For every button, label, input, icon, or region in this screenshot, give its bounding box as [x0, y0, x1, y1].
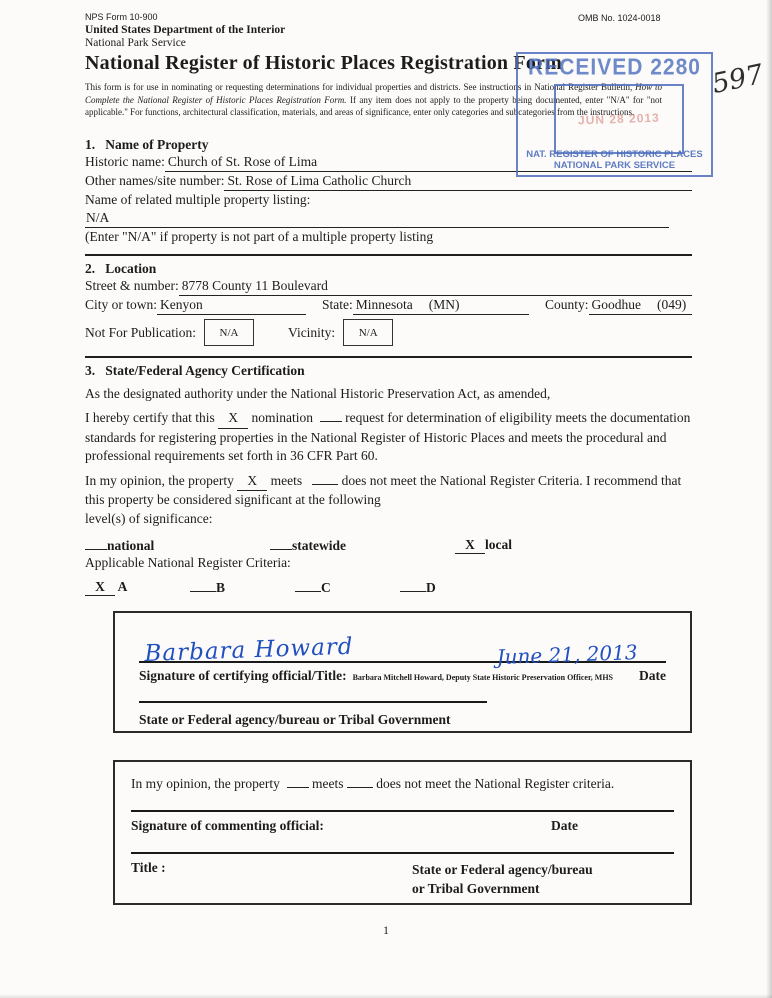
- significance-level-row: [85, 537, 692, 554]
- instructions-part1: This form is for use in nominating or requesting determinations for individual properties and districts. See instructions in National Register Bulletin,: [85, 82, 633, 92]
- county-code: (049): [657, 296, 687, 312]
- city-value: Kenyon: [157, 296, 306, 315]
- agency-bureau-two-line: State or Federal agency/bureau or Tribal Government: [412, 862, 593, 896]
- signature-line: [139, 621, 666, 669]
- multiple-listing-label: Name of related multiple property listing:: [85, 191, 311, 207]
- authority-paragraph: As the designated authority under the National Historic Preservation Act, as amended,: [85, 385, 551, 401]
- other-names-value: St. Rose of Lima Catholic Church: [224, 172, 692, 191]
- commenting-opinion: In my opinion, the property meets does not meet the National Register criteria.: [131, 776, 615, 791]
- certify-mark: X: [218, 409, 248, 429]
- state-group: [322, 296, 545, 315]
- street-value: 8778 County 11 Boulevard: [179, 277, 692, 296]
- certifying-official-name: Barbara Mitchell Howard, Deputy State Historic Preservation Officer, MHS: [352, 673, 613, 682]
- historic-name-value: Church of St. Rose of Lima: [165, 153, 692, 172]
- county-label: County:: [545, 296, 589, 312]
- commenting-official-label: Signature of commenting official:: [131, 818, 324, 833]
- criterion-d-blank: [400, 579, 426, 592]
- certifying-label-row: [139, 668, 666, 684]
- stamp-date: JUN 28 2013: [577, 110, 661, 128]
- county-name: Goodhue: [591, 296, 642, 312]
- multiple-listing-note: (Enter "N/A" if property is not part of a multiple property listing: [85, 228, 434, 244]
- opinion-blank: [312, 472, 338, 485]
- criterion-d: D: [400, 579, 505, 596]
- not-meet-blank: [347, 775, 373, 788]
- signature-script: Barbara Howard: [144, 633, 354, 667]
- opinion-part2: meets: [270, 472, 303, 488]
- county-value: [589, 296, 692, 315]
- form-number: NPS Form 10-900: [85, 12, 158, 22]
- criterion-a-mark: X: [85, 579, 115, 596]
- section-divider: [85, 356, 692, 358]
- certifying-official-label: Signature of certifying official/Title:: [139, 668, 347, 683]
- section-1-heading: 1. Name of Property: [85, 136, 209, 152]
- commenting-date-label: Date: [551, 818, 578, 833]
- instructions-part2: If any item does not apply to the property being documented, enter "N/A" for "not applicable." For functions, architectural classification, materials, and areas of significance, enter only categories and subcategories from the instructions.: [85, 94, 662, 117]
- certification-paragraph: [85, 409, 692, 466]
- vicinity-label: Vicinity:: [288, 324, 336, 340]
- national-blank: [85, 537, 107, 550]
- level-national: national: [85, 537, 270, 554]
- handwritten-number: 597: [709, 58, 767, 101]
- statewide-blank: [270, 537, 292, 550]
- state-code: (MN): [428, 296, 460, 312]
- stamp-received-text: RECEIVED 2280: [528, 55, 701, 80]
- state-value: [353, 296, 529, 315]
- criterion-b-blank: [190, 579, 216, 592]
- commenting-label-row: [131, 818, 674, 834]
- commenting-box: [113, 760, 692, 905]
- certify-blank: [320, 409, 342, 422]
- stamp-org-lines: [518, 149, 711, 171]
- criterion-c: C: [295, 579, 400, 596]
- form-title: National Register of Historic Places Registration Form: [85, 52, 562, 74]
- received-stamp: [516, 52, 713, 177]
- agency-name: National Park Service: [85, 37, 186, 49]
- omb-number: OMB No. 1024-0018: [578, 13, 661, 23]
- meets-blank: [287, 775, 309, 788]
- section-2-heading: 2. Location: [85, 260, 157, 276]
- date-script: June 21, 2013: [496, 640, 638, 669]
- opinion-part1: In my opinion, the property: [85, 472, 234, 488]
- criteria-row: [85, 579, 692, 596]
- state-name: Minnesota: [355, 296, 413, 312]
- criterion-a: X A: [85, 579, 190, 596]
- stamp-org-line2: NATIONAL PARK SERVICE: [553, 160, 676, 171]
- vicinity-box: N/A: [343, 319, 393, 346]
- city-state-county-row: [85, 296, 692, 315]
- criteria-label: Applicable National Register Criteria:: [85, 555, 291, 570]
- certify-part1: I hereby certify that this: [85, 410, 215, 425]
- commenting-title-line: [131, 852, 674, 854]
- multiple-listing-value: N/A: [85, 209, 669, 228]
- street-label: Street & number:: [85, 277, 179, 293]
- instructions-italic: How to Complete the National Register of Historic Places Registration Form.: [85, 82, 663, 105]
- certify-part3: request for determination of eligibility meets the documentation standards for registering properties in the National Register of Historic Places and meets the procedural and professional requirements set forth in 36 CFR Part 60.: [85, 410, 691, 463]
- section-divider: [85, 254, 692, 256]
- certifying-box: [113, 611, 692, 733]
- title-label: Title :: [131, 860, 166, 875]
- section-3-heading: 3. State/Federal Agency Certification: [85, 362, 305, 378]
- opinion-part3: does not meet the National Register Criteria. I recommend that this property be considered significant at the following: [85, 472, 682, 507]
- local-mark: X: [455, 537, 485, 554]
- state-label: State:: [322, 296, 353, 312]
- street-row: [85, 277, 692, 296]
- other-names-label: Other names/site number:: [85, 172, 225, 188]
- certify-part2: nomination: [251, 410, 313, 425]
- opinion-mark: X: [237, 472, 267, 492]
- county-group: [545, 296, 692, 315]
- not-for-publication-box: N/A: [204, 319, 254, 346]
- stamp-org-line1: NAT. REGISTER OF HISTORIC PLACES: [526, 149, 703, 160]
- city-group: [85, 296, 322, 315]
- historic-name-label: Historic name:: [85, 153, 165, 169]
- multiple-listing-row: [85, 191, 692, 209]
- not-for-publication-label: Not For Publication:: [85, 324, 196, 340]
- commenting-signature-line: [131, 810, 674, 812]
- agency-bureau-label: State or Federal agency/bureau or Tribal Government: [139, 712, 451, 727]
- page-number: 1: [383, 923, 389, 937]
- publication-vicinity-row: [85, 318, 692, 348]
- commenting-title-row: [131, 860, 674, 898]
- criterion-b: B: [190, 579, 295, 596]
- opinion-paragraph: [85, 472, 692, 529]
- date-label: Date: [639, 668, 666, 683]
- city-label: City or town:: [85, 296, 158, 312]
- opinion-part4: level(s) of significance:: [85, 510, 213, 526]
- agency-line: [139, 701, 487, 703]
- criterion-c-blank: [295, 579, 321, 592]
- level-statewide: statewide: [270, 537, 455, 554]
- department-title: United States Department of the Interior: [85, 24, 286, 36]
- stamp-inner-box: [554, 84, 684, 154]
- level-local: X local: [455, 537, 512, 554]
